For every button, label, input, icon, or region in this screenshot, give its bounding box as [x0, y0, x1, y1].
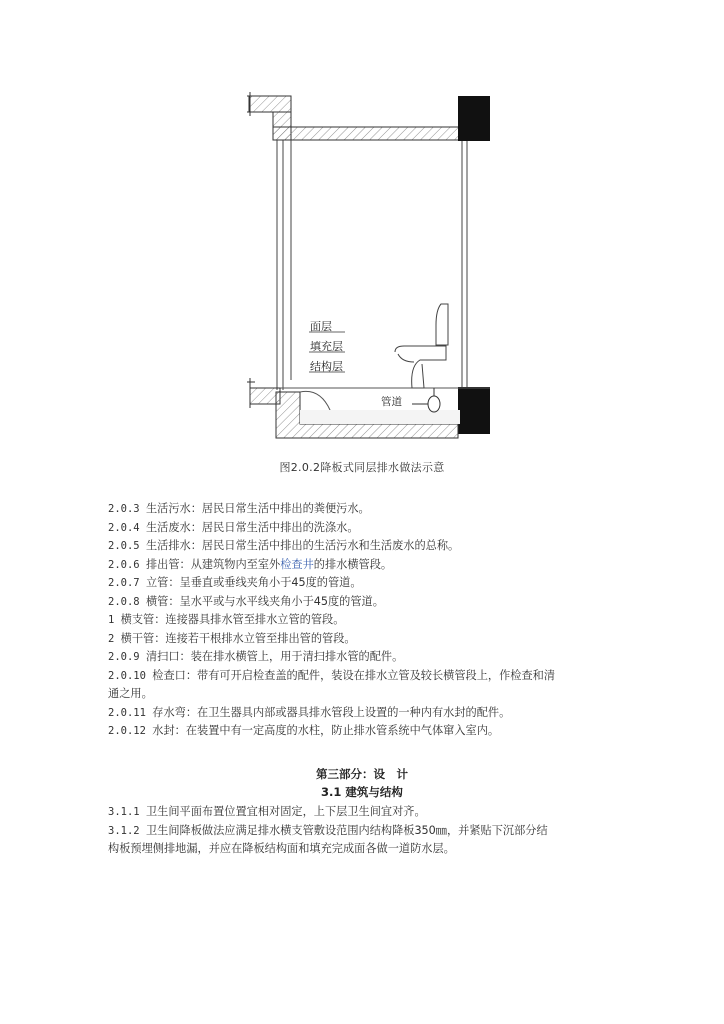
definition-number: 2	[108, 632, 121, 645]
label-pipe: 管道	[381, 396, 402, 408]
clause-text: 构板预埋侧排地漏，并应在降板结构面和填充完成面各做一道防水层。	[108, 842, 455, 855]
definition-item	[108, 611, 628, 629]
clause-number: 3.1.1	[108, 806, 146, 818]
definition-number: 2.0.4	[108, 521, 146, 534]
definition-number: 2.0.9	[108, 651, 146, 663]
lower-right-column	[458, 387, 490, 434]
definition-item	[108, 574, 628, 592]
definition-number: 2.0.6	[108, 558, 146, 571]
definition-item	[108, 556, 628, 574]
definition-number: 2.0.11	[108, 706, 153, 719]
sunken-slab	[250, 388, 460, 438]
definition-item	[108, 685, 628, 703]
definition-text: 横管：呈水平或与水平线夹角小于45度的管道。	[145, 594, 384, 608]
design-clause	[108, 803, 618, 821]
definition-number: 2.0.12	[108, 725, 153, 737]
design-clause	[108, 840, 618, 858]
definition-text: 清扫口：装在排水横管上，用于清扫排水管的配件。	[145, 650, 404, 663]
label-surface: 面层	[310, 320, 332, 333]
definition-text: 生活污水：居民日常生活中排出的粪便污水。	[145, 502, 370, 515]
drainage-section-drawing	[0, 0, 724, 460]
definition-item	[108, 667, 628, 685]
definition-item	[108, 630, 628, 648]
definition-item	[108, 648, 628, 666]
toilet-icon	[395, 304, 448, 388]
definition-item	[108, 722, 628, 740]
definition-item	[108, 500, 628, 518]
definition-text: 生活排水：居民日常生活中排出的生活污水和生活废水的总称。	[145, 539, 460, 552]
definition-text: 横支管：连接器具排水管至排水立管的管段。	[120, 613, 345, 626]
definition-number: 2.0.8	[108, 595, 146, 608]
definition-text: 通之用。	[108, 687, 153, 700]
definition-text: 排出管：从建筑物内至室外	[145, 557, 281, 571]
definition-text: 立管：呈垂直或垂线夹角小于45度的管道。	[145, 576, 362, 589]
definition-item	[108, 537, 628, 555]
definition-text: 存水弯：在卫生器具内部或器具排水管段上设置的一种内有水封的配件。	[152, 705, 511, 719]
section-3-1-title: 3.1 建筑与结构	[321, 785, 403, 799]
drain-pipe	[412, 388, 440, 412]
definition-number: 2.0.5	[108, 540, 146, 552]
definition-text: 水封：在装置中有一定高度的水柱，防止排水管系统中气体窜入室内。	[152, 724, 500, 737]
clause-text: 卫生间平面布置位置宜相对固定，上下层卫生间宜对齐。	[145, 805, 426, 818]
definition-number: 1	[108, 614, 121, 626]
part3-title: 第三部分：设 计	[316, 767, 408, 781]
definition-text: 的排水横管段。	[313, 557, 393, 571]
walls	[277, 140, 467, 390]
clause-text: 卫生间降板做法应满足排水横支管敷设范围内结构降板350㎜，并紧贴下沉部分结	[145, 823, 548, 837]
upper-right-column	[458, 96, 490, 141]
definition-item	[108, 704, 628, 722]
definition-number: 2.0.3	[108, 503, 146, 515]
definition-number: 2.0.7	[108, 577, 146, 589]
definition-item	[108, 593, 628, 611]
inspection-well-link[interactable]: 检查井	[280, 557, 314, 571]
figure-caption: 图2.0.2降板式同层排水做法示意	[279, 461, 445, 474]
definition-text: 检查口：带有可开启检查盖的配件，装设在排水立管及较长横管段上，作检查和清	[152, 668, 556, 682]
definition-number: 2.0.10	[108, 669, 153, 682]
label-fill: 填充层	[310, 340, 343, 353]
clause-number: 3.1.2	[108, 824, 146, 837]
design-clause	[108, 822, 618, 840]
definition-text: 生活废水：居民日常生活中排出的洗涤水。	[145, 520, 359, 534]
definition-item	[108, 519, 628, 537]
label-structure: 结构层	[310, 360, 343, 373]
definition-text: 横干管：连接若干根排水立管至排出管的管段。	[120, 631, 356, 645]
upper-floor-slab	[273, 112, 459, 140]
